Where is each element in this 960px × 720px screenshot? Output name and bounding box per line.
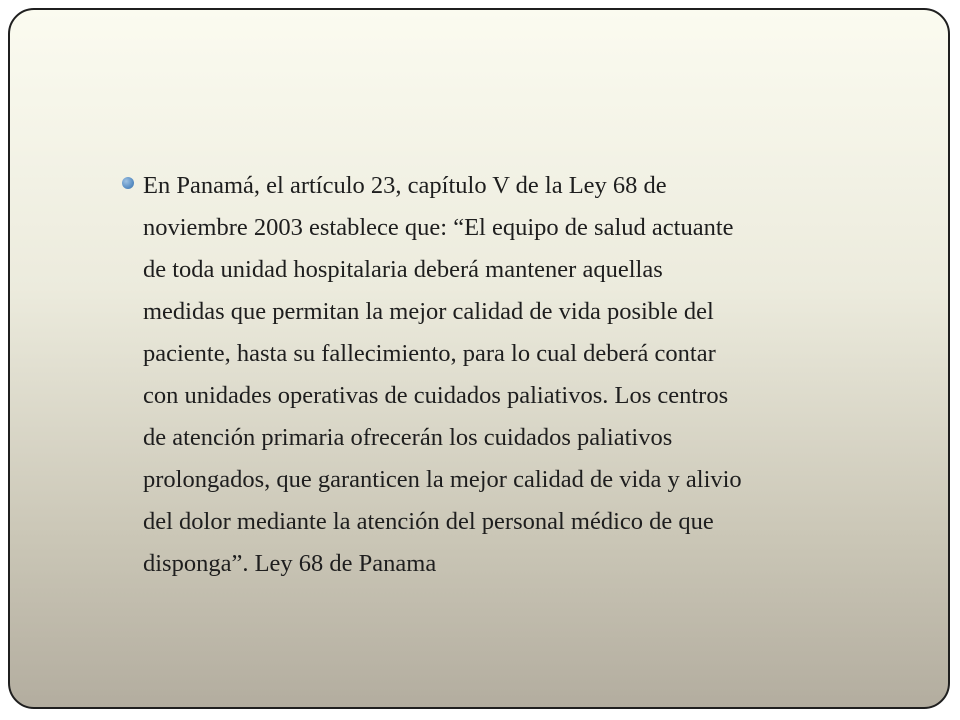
paragraph-line: paciente, hasta su fallecimiento, para lo cual deberá contar xyxy=(143,340,716,367)
paragraph-line: noviembre 2003 establece que: “El equipo de salud actuante xyxy=(143,214,734,241)
paragraph-line: de toda unidad hospitalaria deberá mantener aquellas xyxy=(143,256,663,283)
paragraph-line: prolongados, que garanticen la mejor calidad de vida y alivio xyxy=(143,466,742,493)
paragraph-line: disponga”. Ley 68 de Panama xyxy=(143,550,437,577)
slide-frame xyxy=(8,8,950,709)
paragraph-line: del dolor mediante la atención del personal médico de que xyxy=(143,508,714,535)
bullet-point-icon xyxy=(122,177,134,189)
paragraph-line: de atención primaria ofrecerán los cuidados paliativos xyxy=(143,424,673,451)
paragraph-line: medidas que permitan la mejor calidad de vida posible del xyxy=(143,298,714,325)
paragraph-line: con unidades operativas de cuidados paliativos. Los centros xyxy=(143,382,729,409)
paragraph-line: En Panamá, el artículo 23, capítulo V de la Ley 68 de xyxy=(143,172,667,199)
bullet-paragraph xyxy=(143,165,923,585)
